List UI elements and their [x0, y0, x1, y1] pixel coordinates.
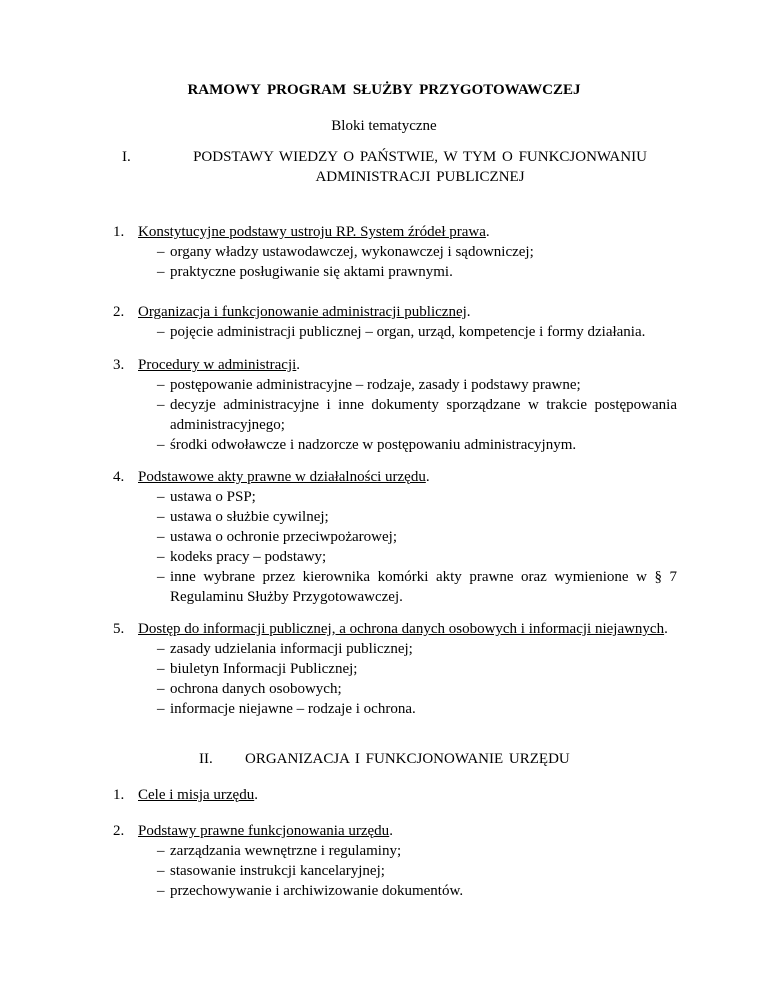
item-number: 5.: [113, 621, 125, 637]
list-item-text: biuletyn Informacji Publicznej;: [170, 661, 358, 677]
list-item: – stasowanie instrukcji kancelaryjnej;: [157, 863, 385, 879]
item-point-list: [113, 322, 677, 342]
item-heading-text: Dostęp do informacji publicznej, a ochrona danych osobowych i informacji niejawnych: [138, 621, 665, 637]
list-item: – inne wybrane przez kierownika komórki akty prawne oraz wymienione w § 7 Regulaminu Służby Przygotowawczej.: [157, 569, 677, 605]
item-heading: Podstawowe akty prawne w działalności urzędu.: [138, 469, 430, 485]
list-item: – informacje niejawne – rodzaje i ochrona.: [157, 701, 416, 717]
section-1-numeral: I.: [122, 149, 131, 165]
list-item: – ustawa o służbie cywilnej;: [157, 509, 329, 525]
list-item: – decyzje administracyjne i inne dokumenty sporządzane w trakcie postępowania administracyjnego;: [157, 397, 677, 433]
document-subtitle: Bloki tematyczne: [331, 118, 437, 134]
list-item: – biuletyn Informacji Publicznej;: [157, 661, 358, 677]
section-2-item-1: [113, 785, 677, 805]
item-point-list: [113, 242, 677, 282]
list-item: – pojęcie administracji publicznej – organ, urząd, kompetencje i formy działania.: [157, 324, 646, 340]
list-item: – ustawa o ochronie przeciwpożarowej;: [157, 529, 397, 545]
list-item-text: inne wybrane przez kierownika komórki akty prawne oraz wymienione w § 7 Regulaminu Służby Przygotowawczej.: [170, 569, 677, 605]
section-2-numeral: II.: [199, 751, 213, 767]
list-item: – ustawa o PSP;: [157, 489, 256, 505]
item-heading-text: Procedury w administracji: [138, 357, 297, 373]
list-item: – zasady udzielania informacji publicznej;: [157, 641, 413, 657]
item-heading: Konstytucyjne podstawy ustroju RP. System źródeł prawa.: [138, 224, 490, 240]
list-item-text: zasady udzielania informacji publicznej;: [170, 641, 413, 657]
list-item-text: kodeks pracy – podstawy;: [170, 549, 327, 565]
item-point-list: [113, 487, 677, 607]
list-item-text: pojęcie administracji publicznej – organ, urząd, kompetencje i formy działania.: [170, 324, 646, 340]
section-2-title-line1: ORGANIZACJA I FUNKCJONOWANIE URZĘDU: [245, 751, 570, 767]
item-point-list: [113, 375, 677, 455]
item-heading: Podstawy prawne funkcjonowania urzędu.: [138, 823, 393, 839]
list-item-text: postępowanie administracyjne – rodzaje, zasady i podstawy prawne;: [170, 377, 581, 393]
item-point-list: [113, 639, 677, 719]
section-1-title-line2: ADMINISTRACJI PUBLICZNEJ: [315, 169, 525, 185]
section-1-title-line1: PODSTAWY WIEDZY O PAŃSTWIE, W TYM O FUNKCJONWANIU: [193, 149, 647, 165]
list-item: – kodeks pracy – podstawy;: [157, 549, 327, 565]
item-heading: Organizacja i funkcjonowanie administracji publicznej.: [138, 304, 471, 320]
section-1-item-2: [113, 302, 677, 342]
item-point-list: [113, 841, 677, 901]
list-item-text: ustawa o ochronie przeciwpożarowej;: [170, 529, 397, 545]
document-title: RAMOWY PROGRAM SŁUŻBY PRZYGOTOWAWCZEJ: [187, 82, 581, 98]
section-2-item-2: [113, 821, 677, 901]
section-1-item-5: [113, 619, 677, 719]
list-item-text: informacje niejawne – rodzaje i ochrona.: [170, 701, 416, 717]
section-1-item-1: [113, 222, 677, 282]
list-item: – postępowanie administracyjne – rodzaje, zasady i podstawy prawne;: [157, 377, 581, 393]
list-item-text: decyzje administracyjne i inne dokumenty sporządzane w trakcie postępowania administracyjnego;: [170, 397, 677, 433]
list-item: – zarządzania wewnętrzne i regulaminy;: [157, 843, 402, 859]
item-heading-text: Podstawowe akty prawne w działalności urzędu: [138, 469, 426, 485]
section-2-title: [245, 749, 645, 769]
item-number: 1.: [113, 224, 125, 240]
list-item-text: ustawa o PSP;: [170, 489, 256, 505]
item-number: 1.: [113, 787, 125, 803]
item-number: 2.: [113, 304, 125, 320]
item-number: 2.: [113, 823, 125, 839]
item-number: 3.: [113, 357, 125, 373]
section-1-item-3: [113, 355, 677, 455]
item-number: 4.: [113, 469, 125, 485]
item-heading-text: Podstawy prawne funkcjonowania urzędu: [138, 823, 390, 839]
item-heading: Dostęp do informacji publicznej, a ochrona danych osobowych i informacji niejawnych.: [138, 621, 668, 637]
list-item-text: organy władzy ustawodawczej, wykonawczej i sądowniczej;: [170, 244, 534, 260]
list-item-text: zarządzania wewnętrzne i regulaminy;: [170, 843, 402, 859]
list-item-text: ochrona danych osobowych;: [170, 681, 342, 697]
list-item-text: ustawa o służbie cywilnej;: [170, 509, 329, 525]
list-item-text: środki odwoławcze i nadzorcze w postępowaniu administracyjnym.: [170, 437, 577, 453]
item-heading-text: Konstytucyjne podstawy ustroju RP. System źródeł prawa: [138, 224, 486, 240]
item-heading: Procedury w administracji.: [138, 357, 301, 373]
item-heading-text: Organizacja i funkcjonowanie administracji publicznej: [138, 304, 467, 320]
item-heading-text: Cele i misja urzędu: [138, 787, 255, 803]
section-1-item-4: [113, 467, 677, 607]
list-item-text: praktyczne posługiwanie się aktami prawnymi.: [170, 264, 453, 280]
list-item: – środki odwoławcze i nadzorcze w postępowaniu administracyjnym.: [157, 437, 577, 453]
list-item: – praktyczne posługiwanie się aktami prawnymi.: [157, 264, 453, 280]
list-item: – organy władzy ustawodawczej, wykonawczej i sądowniczej;: [157, 244, 534, 260]
item-heading: Cele i misja urzędu.: [138, 787, 258, 803]
section-1-title: [170, 147, 670, 187]
list-item: – przechowywanie i archiwizowanie dokumentów.: [157, 883, 464, 899]
list-item-text: stasowanie instrukcji kancelaryjnej;: [170, 863, 385, 879]
list-item: – ochrona danych osobowych;: [157, 681, 342, 697]
list-item-text: przechowywanie i archiwizowanie dokumentów.: [170, 883, 464, 899]
